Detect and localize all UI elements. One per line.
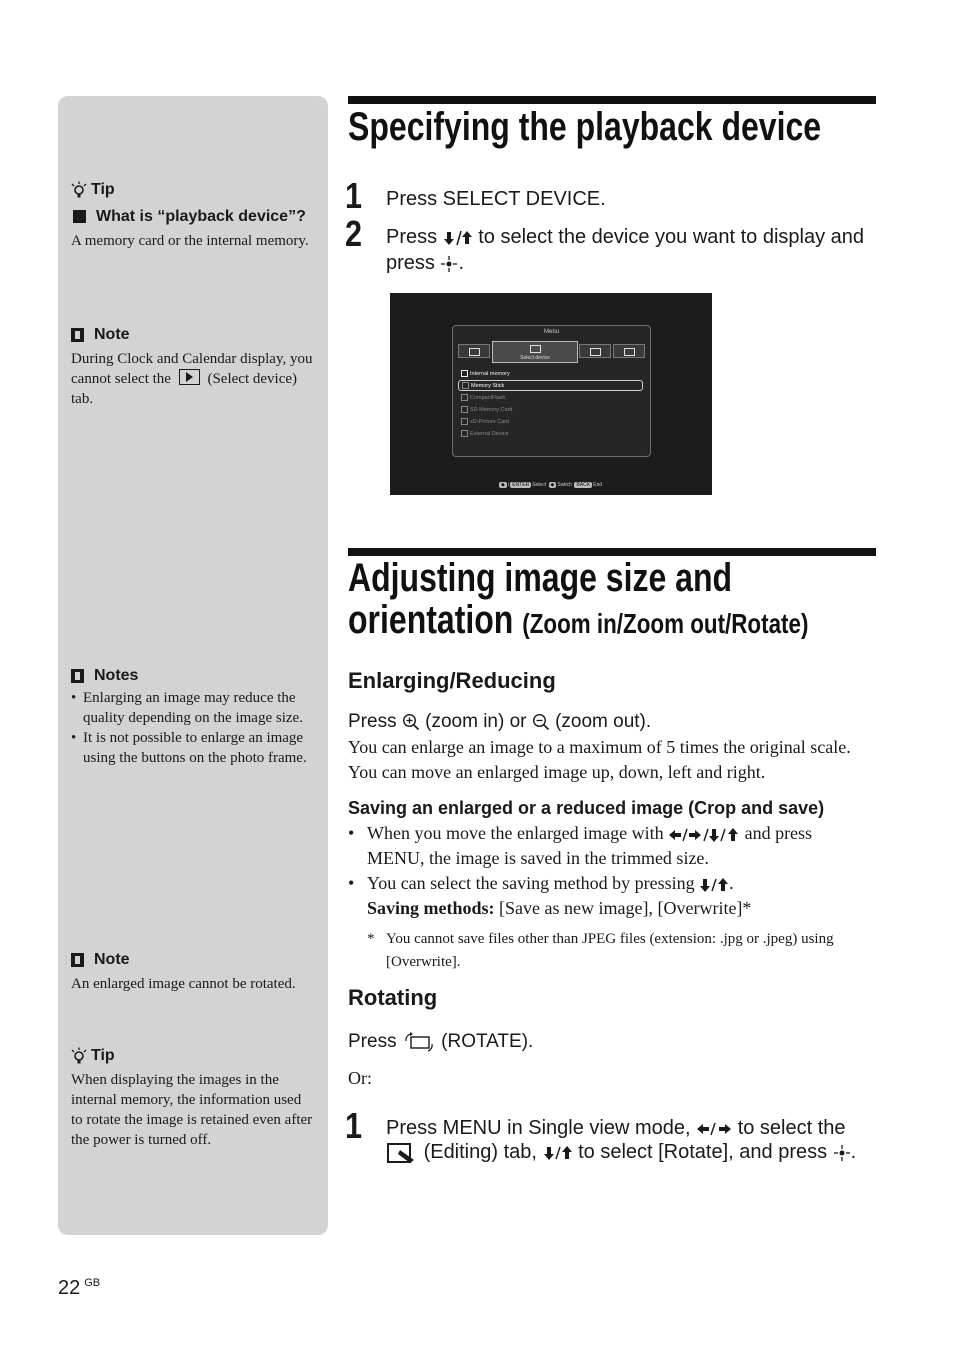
notes-list bbox=[71, 689, 316, 768]
menu-panel bbox=[452, 325, 651, 457]
step-text: Press SELECT DEVICE. bbox=[386, 188, 606, 210]
enter-button-icon bbox=[440, 255, 458, 273]
page-number-suffix: GB bbox=[84, 1277, 101, 1289]
step-text-part: to select [Rotate], and press bbox=[578, 1141, 828, 1163]
step-text-part: (Editing) tab, bbox=[423, 1141, 537, 1163]
arrows-key-icon: ◆ bbox=[550, 482, 555, 488]
note-icon bbox=[71, 328, 84, 342]
or-text: Or: bbox=[348, 1068, 372, 1088]
editing-icon bbox=[469, 348, 480, 356]
menu-item-xd-card[interactable] bbox=[461, 418, 509, 425]
bullet-part: You can select the saving method by pressing bbox=[367, 873, 695, 893]
saving-methods-label: Saving methods: bbox=[367, 898, 495, 918]
down-up-arrows-icon bbox=[699, 877, 729, 893]
editing-tab-icon bbox=[386, 1142, 418, 1164]
arrows-key-icon: ◆ bbox=[501, 482, 505, 488]
bullet-part: and press MENU, the image is saved in the trimmed size. bbox=[367, 823, 813, 868]
note-label: Note bbox=[94, 326, 130, 343]
step-number: 1 bbox=[345, 1105, 363, 1146]
lead-part: (zoom in) or bbox=[425, 711, 527, 732]
menu-item-label: External Device bbox=[470, 430, 509, 437]
square-bullet-icon bbox=[73, 210, 86, 223]
note-box-clock-calendar bbox=[71, 325, 316, 409]
subsection-heading: Enlarging/Reducing bbox=[348, 668, 556, 693]
play-icon bbox=[530, 345, 541, 353]
four-way-arrows-icon bbox=[668, 827, 740, 843]
slideshow-icon bbox=[590, 348, 601, 356]
menu-item-compactflash[interactable] bbox=[461, 394, 505, 401]
lead-part: Press bbox=[348, 711, 397, 732]
step-text bbox=[386, 1116, 881, 1164]
tip-label: Tip bbox=[91, 181, 115, 198]
lead-part: (ROTATE). bbox=[441, 1031, 534, 1053]
menu-item-external-device[interactable] bbox=[461, 430, 509, 437]
note-icon bbox=[71, 953, 84, 967]
footnote-text: You cannot save files other than JPEG files (extension: .jpg or .jpeg) using [Overwrite]. bbox=[386, 931, 834, 970]
guide-end: End bbox=[593, 482, 603, 488]
zoom-in-icon bbox=[402, 713, 420, 731]
note-heading bbox=[71, 950, 316, 970]
notes-label: Notes bbox=[94, 667, 139, 684]
tip-box-rotation-info bbox=[71, 1046, 316, 1150]
list-item: • Enlarging an image may reduce the quality depending on the image size. bbox=[71, 689, 316, 728]
bullet-part: When you move the enlarged image with bbox=[367, 823, 664, 843]
lightbulb-icon bbox=[71, 181, 87, 199]
down-up-arrows-icon bbox=[543, 1145, 573, 1161]
step-number: 1 bbox=[345, 175, 363, 216]
bullet-part: . bbox=[729, 873, 734, 893]
menu-item-memory-stick[interactable] bbox=[458, 380, 643, 391]
menu-item-label: Memory Stick bbox=[471, 382, 505, 389]
save-heading: Saving an enlarged or a reduced image (Crop and save) bbox=[348, 798, 825, 818]
tip-heading bbox=[71, 1046, 316, 1066]
body-text: You can enlarge an image to a maximum of 5 times the original scale. You can move an enlarged image up, down, left and right. bbox=[348, 737, 851, 782]
zoom-out-icon bbox=[532, 713, 550, 731]
tip-heading bbox=[71, 180, 316, 200]
tip-text: When displaying the images in the internal memory, the information used to rotate the image is retained even after the power is turned off. bbox=[71, 1072, 313, 1148]
memory-icon bbox=[461, 370, 468, 377]
tab-slideshow[interactable] bbox=[579, 344, 611, 358]
save-bullets bbox=[348, 821, 868, 921]
list-item bbox=[348, 871, 868, 921]
section-rule bbox=[348, 548, 876, 556]
step-text-part: . bbox=[458, 252, 465, 274]
memory-stick-icon bbox=[462, 382, 469, 389]
menu-item-label: CompactFlash bbox=[470, 394, 506, 401]
back-key: BACK bbox=[576, 482, 591, 488]
menu-item-sd-card[interactable] bbox=[461, 406, 512, 413]
rotate-icon bbox=[402, 1031, 436, 1053]
tip-label: Tip bbox=[91, 1047, 115, 1064]
step-number: 2 bbox=[345, 213, 363, 254]
rotate-instruction bbox=[348, 1031, 533, 1053]
step-text bbox=[386, 224, 881, 276]
menu-item-internal-memory[interactable] bbox=[461, 370, 510, 377]
usb-icon bbox=[461, 430, 468, 437]
button-guide: ◆ / ENTER Select ◆ Switch BACK End bbox=[501, 482, 603, 488]
section-title-word: orientation bbox=[348, 598, 514, 642]
lead-part: Press bbox=[348, 1031, 397, 1053]
menu-item-label: Internal memory bbox=[470, 370, 510, 377]
saving-methods-value: [Save as new image], [Overwrite]* bbox=[499, 898, 752, 918]
note-icon bbox=[71, 669, 84, 683]
note-text-part2: (Select device) tab. bbox=[71, 371, 297, 407]
section-title-suffix: (Zoom in/Zoom out/Rotate) bbox=[522, 608, 809, 639]
section-title-line2 bbox=[348, 598, 808, 646]
guide-select: Select bbox=[532, 482, 547, 488]
tip-question: What is “playback device”? bbox=[96, 208, 306, 225]
menu-item-label: SD Memory Card bbox=[470, 406, 513, 413]
card-icon bbox=[461, 418, 468, 425]
page-number-value: 22 bbox=[58, 1277, 81, 1299]
tab-settings[interactable] bbox=[613, 344, 645, 358]
step-text-part: Press MENU in Single view mode, bbox=[386, 1117, 691, 1139]
guide-switch: Switch bbox=[557, 482, 573, 488]
section-title-line1: Adjusting image size and bbox=[348, 556, 733, 600]
note-text bbox=[71, 349, 316, 409]
enter-button-icon bbox=[833, 1144, 851, 1162]
note-heading bbox=[71, 325, 316, 345]
down-up-arrows-icon bbox=[443, 229, 473, 247]
menu-item-label: xD-Picture Card bbox=[470, 418, 510, 425]
menu-title: Menu bbox=[543, 329, 559, 335]
note-label: Note bbox=[94, 951, 130, 968]
section-rule bbox=[348, 96, 876, 104]
step-text-part: to select the bbox=[737, 1117, 846, 1139]
tab-label: Select device bbox=[520, 355, 550, 361]
enter-key: ENTER bbox=[512, 482, 530, 488]
notes-box-enlarging bbox=[71, 666, 316, 769]
tip-box-playback-device bbox=[71, 180, 316, 251]
toolbox-icon bbox=[624, 348, 635, 356]
step-text-part: . bbox=[850, 1141, 857, 1163]
note-box-rotation bbox=[71, 950, 316, 994]
note-text: An enlarged image cannot be rotated. bbox=[71, 976, 296, 992]
footnote bbox=[367, 928, 886, 973]
left-right-arrows-icon bbox=[696, 1121, 732, 1137]
tab-select-device[interactable] bbox=[492, 341, 578, 363]
card-icon bbox=[461, 406, 468, 413]
card-icon bbox=[461, 394, 468, 401]
zoom-instruction bbox=[348, 711, 651, 733]
list-item: • It is not possible to enlarge an image using the buttons on the photo frame. bbox=[71, 729, 316, 768]
page-number bbox=[58, 1277, 100, 1300]
section-title: Specifying the playback device bbox=[348, 105, 822, 149]
menu-screenshot bbox=[390, 293, 712, 495]
step-text-part: to select the device you want to display and press bbox=[386, 226, 865, 274]
step-text-part: Press bbox=[386, 226, 438, 248]
lightbulb-icon bbox=[71, 1047, 87, 1065]
tip-subheading bbox=[71, 206, 316, 228]
select-device-tab-icon bbox=[179, 369, 200, 385]
subsection-heading: Rotating bbox=[348, 985, 438, 1010]
tab-editing[interactable] bbox=[458, 344, 490, 358]
note-text-part1: During Clock and Calendar display, you cannot select the bbox=[71, 351, 313, 387]
lead-part: (zoom out). bbox=[555, 711, 652, 732]
list-item bbox=[348, 821, 868, 871]
footnote-mark: * bbox=[367, 931, 375, 947]
tip-text: A memory card or the internal memory. bbox=[71, 233, 309, 249]
notes-heading bbox=[71, 666, 316, 686]
